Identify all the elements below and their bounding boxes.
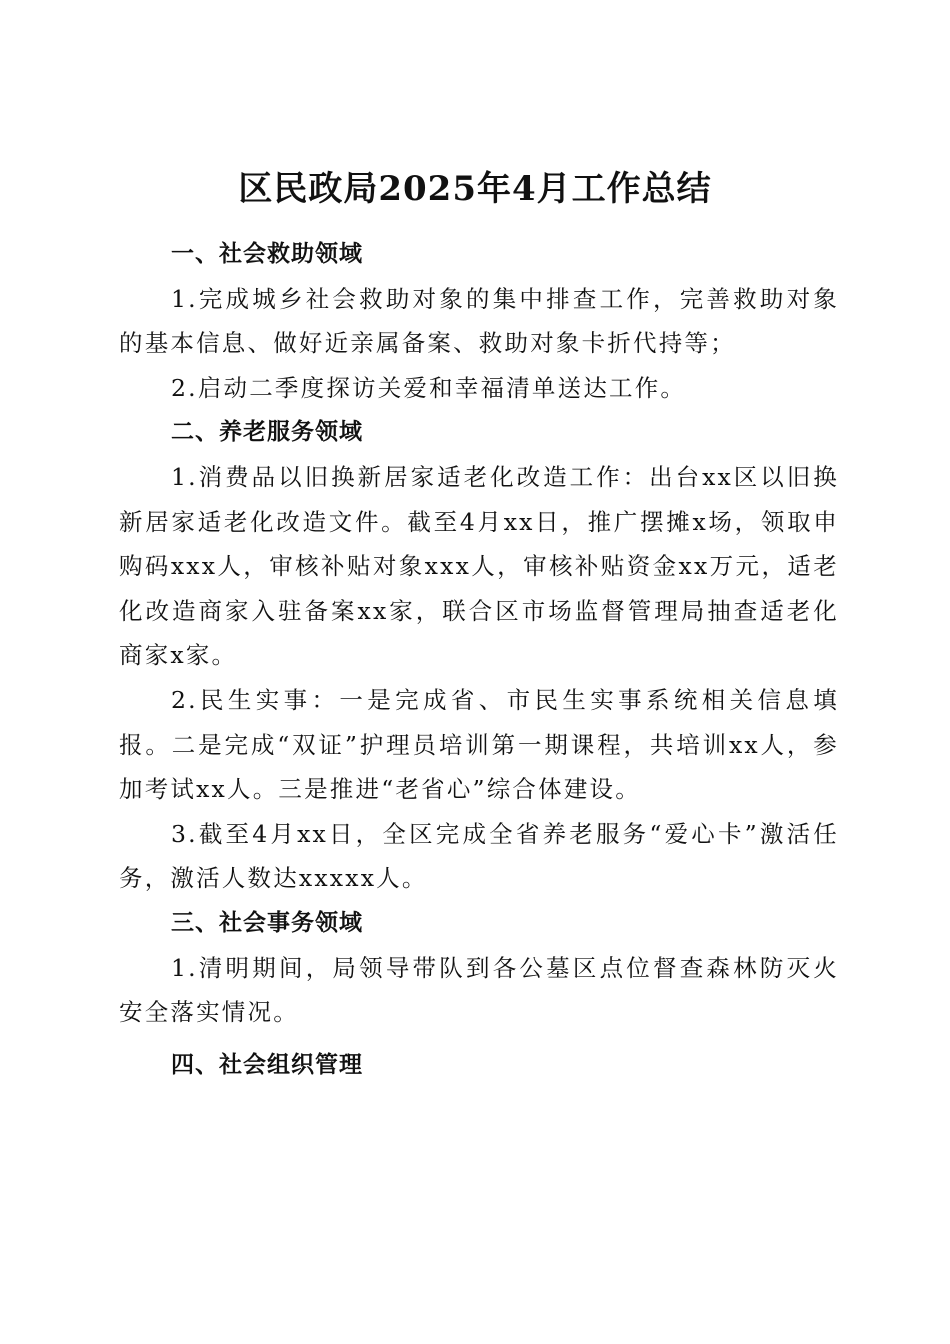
- paragraph: 3.截至4月xx日，全区完成全省养老服务“爱心卡”激活任务，激活人数达xxxxx人。: [119, 819, 839, 893]
- document-body: [119, 232, 839, 1087]
- paragraph: 1.完成城乡社会救助对象的集中排查工作，完善救助对象的基本信息、做好近亲属备案、救助对象卡折代持等；: [119, 284, 839, 358]
- section-heading-social-organization: 四、社会组织管理: [171, 1051, 363, 1078]
- section-heading-social-affairs: 三、社会事务领域: [171, 909, 363, 936]
- paragraph: 2.启动二季度探访关爱和幸福清单送达工作。: [171, 373, 687, 402]
- section-heading-social-assistance: 一、社会救助领域: [171, 241, 363, 267]
- document-title: 区民政局2025年4月工作总结: [238, 168, 712, 209]
- paragraph: 2.民生实事：一是完成省、市民生实事系统相关信息填报。二是完成“双证”护理员培训第一期课程，共培训xx人，参加考试xx人。三是推进“老省心”综合体建设。: [119, 685, 839, 804]
- paragraph: 1.清明期间，局领导带队到各公墓区点位督查森林防灭火安全落实情况。: [119, 953, 839, 1027]
- section-heading-elderly-care: 二、养老服务领域: [171, 419, 363, 446]
- paragraph: 1.消费品以旧换新居家适老化改造工作：出台xx区以旧换新居家适老化改造文件。截至4月xx日，推广摆摊x场，领取申购码xxx人，审核补贴对象xxx人，审核补贴资金xx万元，适老化改造商家入驻备案xx家，联合区市场监督管理局抽查适老化商家x家。: [119, 462, 839, 670]
